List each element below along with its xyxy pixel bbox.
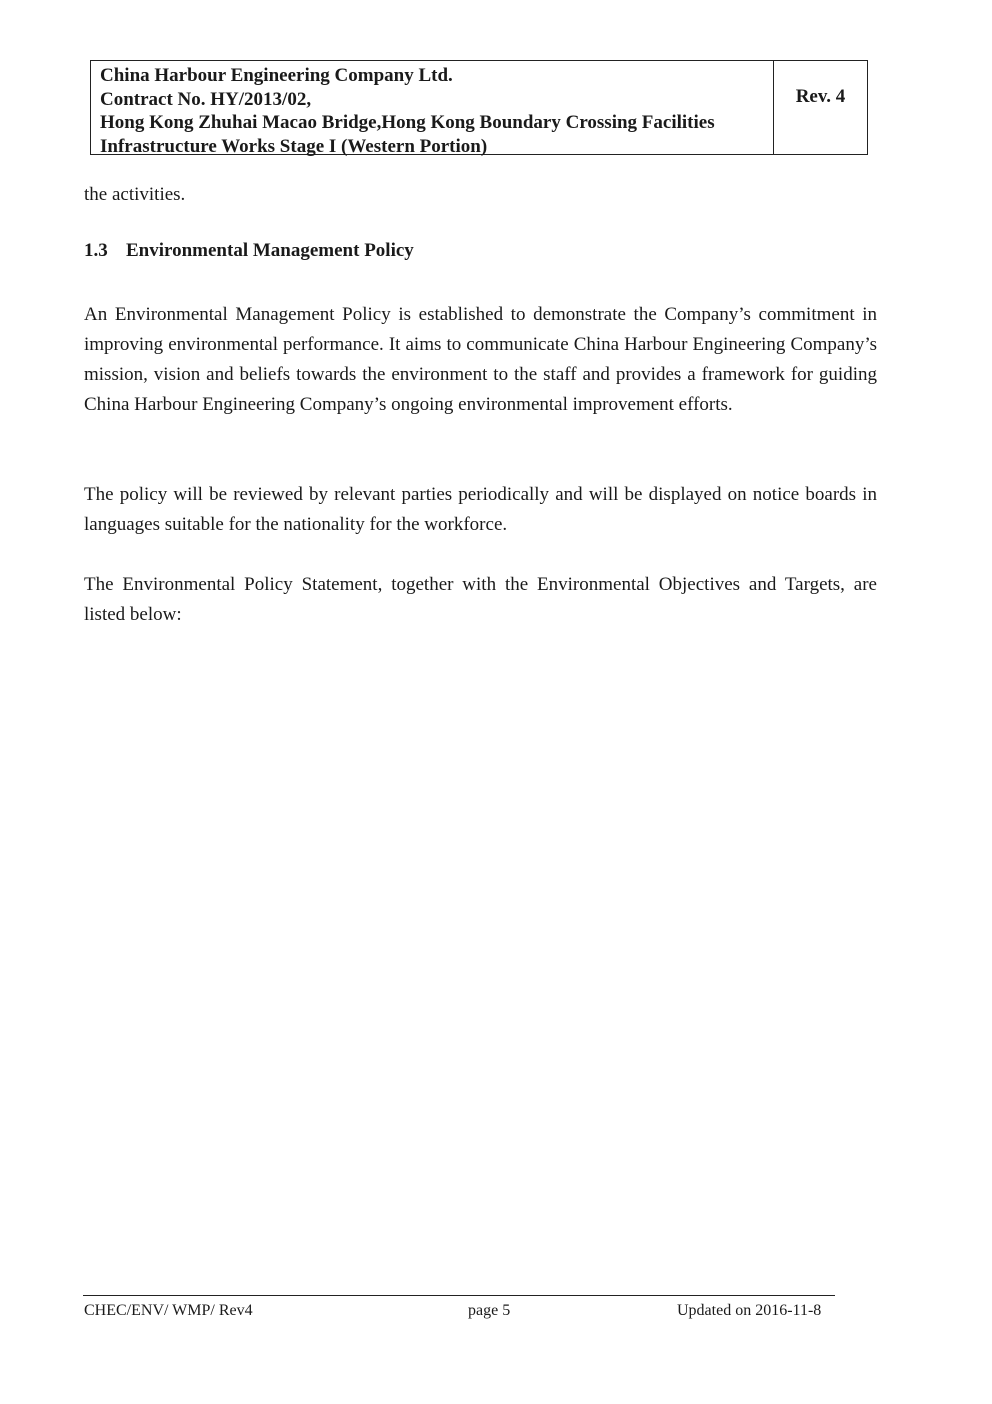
header-project-stage: Infrastructure Works Stage I (Western Portion) <box>100 135 488 157</box>
section-title: Environmental Management Policy <box>126 240 414 261</box>
paragraph-policy-review: The policy will be reviewed by relevant parties periodically and will be displayed on notice boards in languages suitable for the nationality for the workforce. <box>84 484 877 535</box>
header-revision: Rev. 4 <box>795 86 846 107</box>
section-number: 1.3 <box>84 240 108 261</box>
continuation-text: the activities. <box>84 184 186 205</box>
footer-divider <box>83 1295 835 1296</box>
footer-page-number: page 5 <box>468 1302 511 1319</box>
header-contract-number: Contract No. HY/2013/02, <box>100 88 312 110</box>
footer-doc-ref: CHEC/ENV/ WMP/ Rev4 <box>84 1302 253 1319</box>
section-heading <box>84 240 414 262</box>
header-company-info <box>91 61 774 157</box>
paragraph-policy-statement: The Environmental Policy Statement, together with the Environmental Objectives and Targets, are listed below: <box>84 574 877 625</box>
footer-updated-date: Updated on 2016-11-8 <box>677 1302 822 1319</box>
header-project-name: Hong Kong Zhuhai Macao Bridge,Hong Kong Boundary Crossing Facilities <box>100 112 715 133</box>
document-header-table <box>90 60 868 155</box>
header-company-name: China Harbour Engineering Company Ltd. <box>100 65 453 86</box>
paragraph-policy-intro: An Environmental Management Policy is established to demonstrate the Company’s commitment in improving environmental performance. It aims to communicate China Harbour Engineering Company’s mission, vision and beliefs towards the environment to the staff and provides a framework for guiding China Harbour Engineering Company’s ongoing environmental improvement efforts. <box>84 304 877 415</box>
